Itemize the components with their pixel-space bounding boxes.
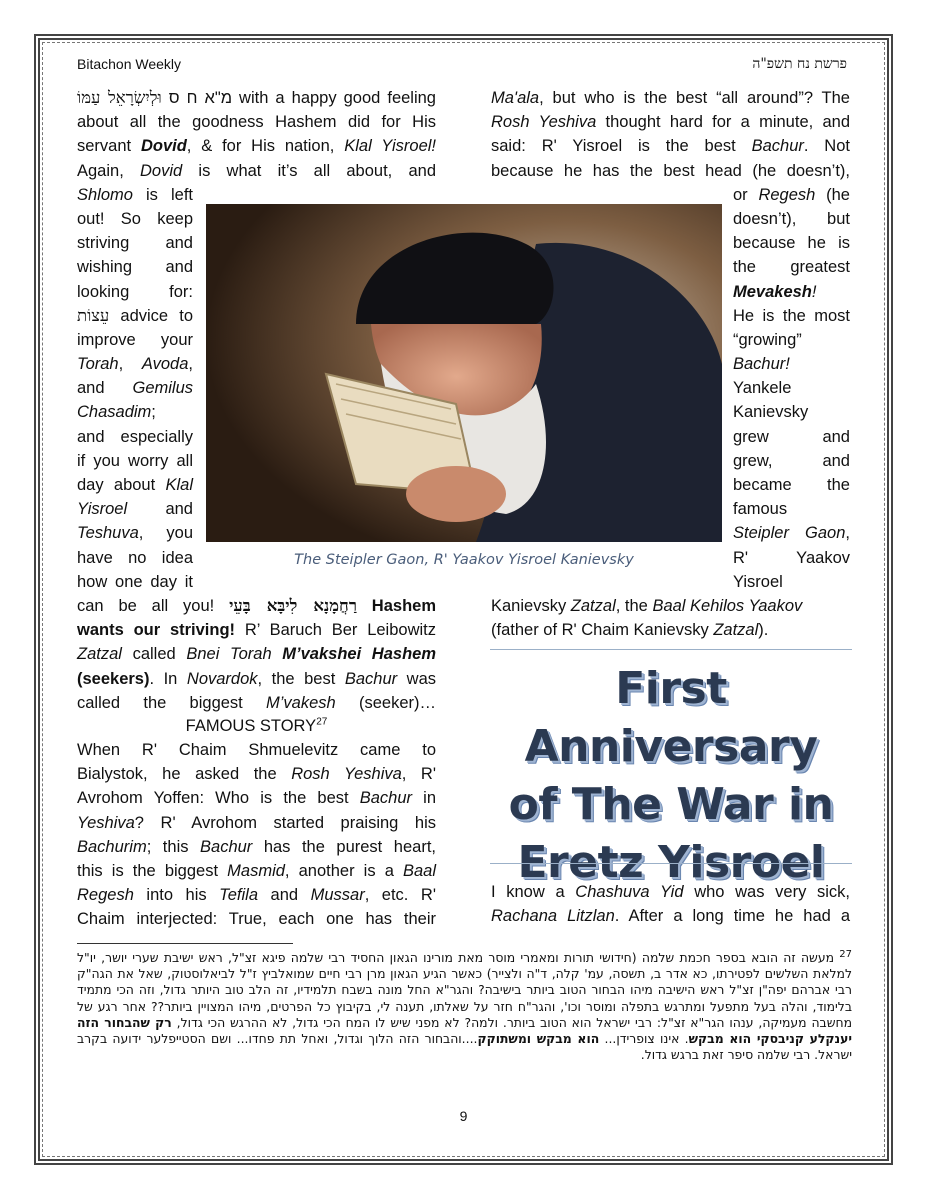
text-line — [733, 449, 850, 473]
text-segment: , the — [615, 597, 653, 615]
text-segment: , — [188, 355, 193, 374]
text-line — [77, 570, 193, 594]
text-line — [733, 376, 850, 400]
photo-illustration — [206, 204, 722, 542]
text-line — [77, 231, 193, 255]
text-segment: Bachur! — [733, 355, 790, 374]
text-segment: Masmid — [227, 861, 285, 880]
right-wrap-text — [733, 183, 850, 594]
text-segment: מ"א ח ס — [161, 89, 233, 107]
text-segment: how one day it — [77, 572, 193, 591]
text-line — [733, 183, 850, 207]
text-line — [77, 883, 436, 907]
text-segment: I know a — [491, 883, 576, 901]
text-segment: . In — [149, 669, 187, 688]
text-line — [491, 880, 850, 904]
text-line — [77, 691, 436, 715]
text-line — [77, 376, 193, 400]
headline-bottom-rule — [490, 863, 852, 864]
text-line — [733, 521, 850, 545]
text-segment: Dovid — [140, 161, 183, 180]
text-segment: ? R' Avrohom started praising his — [134, 813, 436, 832]
text-line — [77, 618, 436, 642]
text-line — [77, 449, 193, 473]
text-segment: Klal — [165, 476, 193, 495]
text-segment: Kanievsky — [491, 597, 571, 615]
text-segment: ). — [758, 621, 769, 640]
text-line — [491, 134, 850, 158]
text-line — [733, 425, 850, 449]
text-line — [77, 521, 193, 545]
text-segment: When R' Chaim Shmuelevitz came to — [77, 741, 436, 759]
text-segment: Bachurim — [77, 837, 147, 856]
text-segment: became the — [733, 476, 850, 495]
text-line — [77, 835, 436, 859]
text-segment: R’ Baruch Ber Leibowitz — [235, 621, 436, 640]
header-parsha: פרשת נח תשפ"ה — [752, 56, 847, 72]
text-segment: was — [397, 669, 436, 688]
text-segment: ; this — [146, 837, 201, 856]
text-segment: in — [412, 789, 437, 808]
text-segment: wants our striving! — [77, 621, 236, 640]
text-line — [77, 280, 193, 304]
text-segment: striving and — [77, 234, 193, 253]
header-publication: Bitachon Weekly — [77, 56, 182, 72]
text-line — [77, 400, 193, 424]
footnote-bold-1: רק שהבחור הזה יענקלע קניבסקי הוא מבקש — [77, 1014, 853, 1047]
text-line — [733, 304, 850, 328]
text-line — [491, 904, 850, 928]
famous-story-heading — [77, 714, 436, 738]
text-segment: . After a long time he had a — [614, 907, 850, 926]
text-line — [77, 786, 436, 810]
text-line — [77, 667, 436, 691]
headline — [490, 660, 852, 892]
text-segment: Tefila — [219, 886, 258, 905]
text-segment: Bachur — [344, 669, 398, 688]
footnote-bold-2: הוא מבקש ומשתוקק — [477, 1031, 600, 1047]
text-segment: , but who is the best “all around”? The — [539, 89, 850, 107]
text-line — [733, 280, 850, 304]
text-segment: about all the goodness Hashem did for His — [77, 113, 436, 132]
text-line — [77, 859, 436, 883]
text-segment: Torah — [77, 355, 119, 374]
text-segment: (he — [815, 185, 850, 204]
text-segment: Yeshiva — [77, 813, 135, 832]
text-segment: doesn’t), but — [733, 209, 850, 228]
text-segment: ; — [151, 403, 156, 422]
text-segment: because he is — [733, 234, 850, 253]
right-bottom-text — [491, 880, 850, 928]
right-after-text — [491, 594, 850, 642]
text-segment: , & for His nation, — [186, 137, 345, 156]
text-segment: Yisroel — [733, 572, 783, 591]
text-segment: wishing and — [77, 258, 193, 277]
text-segment: Novardok — [186, 669, 258, 688]
text-segment: Regesh — [758, 185, 816, 204]
text-segment: Ma'ala — [491, 89, 540, 107]
headline-top-rule — [490, 649, 852, 650]
text-line — [733, 473, 850, 497]
text-segment: Bialystok, he asked the — [77, 765, 292, 784]
text-line — [77, 304, 193, 328]
left-bottom-text — [77, 594, 436, 715]
text-segment: Zatzal — [713, 621, 759, 640]
text-segment: Bachur — [359, 789, 413, 808]
text-line — [77, 497, 193, 521]
text-line — [77, 762, 436, 786]
text-line — [77, 594, 436, 618]
text-segment: , — [118, 355, 142, 374]
text-line — [77, 183, 193, 207]
left-wrap-text — [77, 183, 193, 594]
text-segment: said: R' Yisroel is the best — [491, 137, 752, 156]
footnote-text-3: ....והבחור הזה הלוך וגדול, ואחל תת פחדו... ושם הסטייפלער ידועה בקרב ישראל. רבי שלמה סיפר זאת ברגש גדול. — [77, 1031, 852, 1063]
text-segment: Avrohom Yoffen: Who is the best — [77, 789, 360, 808]
text-segment: (seeker)… — [335, 693, 436, 712]
text-segment: (father of R' Chaim Kanievsky — [491, 621, 714, 640]
right-top-text — [491, 86, 850, 183]
text-segment: if you worry all — [77, 451, 193, 470]
text-segment: day about — [77, 476, 166, 495]
text-segment: thought hard for a minute, and — [596, 113, 850, 132]
text-segment: famous — [733, 500, 788, 519]
text-segment: R' Yaakov — [733, 548, 850, 567]
text-segment: Zatzal — [77, 645, 122, 664]
text-segment: can be all you! — [77, 597, 230, 615]
text-segment: , — [845, 524, 850, 543]
text-segment: servant — [77, 137, 141, 156]
text-segment: and especially — [77, 427, 193, 446]
text-segment: is what it’s all about, and — [182, 161, 436, 180]
text-segment: and — [258, 886, 311, 905]
footnote-rule — [77, 943, 293, 944]
text-segment: Shlomo — [77, 185, 133, 204]
text-segment: called the biggest — [77, 693, 267, 712]
famous-story-label: FAMOUS STORY — [185, 717, 317, 735]
text-segment: Mevakesh — [733, 282, 812, 301]
text-line — [491, 618, 850, 642]
text-segment: Yisroel — [77, 500, 128, 519]
text-segment: , etc. R' — [364, 886, 436, 905]
text-line — [77, 738, 436, 762]
text-line — [491, 159, 850, 183]
text-segment: “growing” — [733, 330, 802, 349]
text-line — [77, 86, 436, 110]
footnote-text-2: . אינו צופרידן... — [599, 1031, 689, 1047]
text-segment: and — [127, 500, 193, 519]
text-line — [491, 86, 850, 110]
headline-line-1: First Anniversary — [524, 663, 818, 772]
text-segment: Regesh — [77, 886, 134, 905]
text-segment: Rosh Yeshiva — [491, 113, 597, 132]
text-segment: M’vakesh — [266, 693, 336, 712]
text-segment: Again, — [77, 161, 140, 180]
text-segment: Kanievsky — [733, 403, 809, 422]
text-segment: Baal Kehilos Yaakov — [652, 597, 803, 615]
text-line — [77, 134, 436, 158]
text-segment: called — [121, 645, 187, 664]
text-line — [77, 328, 193, 352]
text-line — [77, 110, 436, 134]
text-segment: looking for: — [77, 282, 193, 301]
text-segment: this is the biggest — [77, 861, 228, 880]
text-segment: Avoda — [141, 355, 189, 374]
text-segment: grew, and — [733, 451, 850, 470]
text-line — [733, 570, 850, 594]
text-segment: because he has the best head (he doesn’t), — [491, 161, 850, 180]
text-line — [77, 907, 436, 931]
text-segment: Klal Yisroel! — [344, 137, 436, 156]
footnote-text: מעשה זה הובא בספר חכמת שלמה (חידושי תורות ומאמרי מוסר מאת מורינו הגאון החסיד רבי שלמה פיגא זצ"ל, ראש ישיבת שערי יושר, יו"ל למלאת השלשים לפטירתו, כא אדר ב, תשסה, עמ' קלה, ד"ה ולצייר) כאשר הגיע הגאון מרן רבי חיים שמואלביץ ז"ל לביאלוסטוק, שאל את הגה"ק רבי אברהם יפה"ן זצ"ל ראש הישיבה מיהו הבחור הטוב ביותר בישיבה? והגר"א החל מונה בשבח תלמידיו, זה הלב טוב היותר גדול, וזה הכי מתמיד בלימוד, והלה בעל מתפעל ומתרגש בתפלה ומוסר וכו', והגר"ח חזר על שאלתו, תענה לי, בקיבוץ כל הפרטים, מיהו המצויין ביותר?? אחר רגע של מחשבה מעמיקה, ענהו הגר"א זצ"ל: רבי ישראל הוא הטוב ביותר. ולמה? לא מפני שיש לו המח הכי גדול, לא ההרגש הכי גדול, — [77, 950, 852, 1030]
photo-caption: The Steipler Gaon, R' Yaakov Yisroel Kanievsky — [294, 552, 634, 568]
text-line — [733, 546, 850, 570]
text-segment: Steipler Gaon — [733, 524, 846, 543]
text-line — [77, 811, 436, 835]
text-segment: ! — [811, 282, 817, 301]
text-segment: grew and — [733, 427, 850, 446]
page-number: 9 — [459, 1108, 468, 1124]
text-segment: , another is a — [284, 861, 403, 880]
text-segment: וּלְיִשְׂרָאֵל עַמּוֹ — [77, 88, 162, 107]
text-line — [77, 473, 193, 497]
footnote-ref: 27 — [316, 716, 328, 728]
text-segment: the greatest — [733, 258, 850, 277]
text-line — [733, 231, 850, 255]
steipler-photo — [206, 204, 722, 542]
text-line — [491, 594, 850, 618]
text-line — [77, 255, 193, 279]
text-segment: Mussar — [310, 886, 365, 905]
text-line — [733, 207, 850, 231]
text-segment: Gemilus — [132, 379, 193, 398]
text-segment: Teshuva — [77, 524, 139, 543]
text-segment: . Not — [803, 137, 850, 156]
text-segment: who was very sick, — [683, 883, 850, 901]
text-segment: Chasadim — [77, 403, 152, 422]
text-line — [77, 546, 193, 570]
footnote — [77, 950, 852, 1063]
text-segment: , R' — [401, 765, 436, 784]
text-segment: or — [733, 185, 759, 204]
footnote-number: 27 — [839, 948, 852, 960]
text-segment: Yankele — [733, 379, 792, 398]
text-line — [77, 159, 436, 183]
text-segment: improve your — [77, 330, 193, 349]
text-line — [733, 352, 850, 376]
text-segment: Dovid — [140, 137, 187, 156]
text-segment: Baal — [402, 861, 436, 880]
text-segment: into his — [133, 886, 220, 905]
text-line — [733, 400, 850, 424]
text-segment: , the best — [257, 669, 345, 688]
text-line — [77, 352, 193, 376]
text-segment: is left — [132, 185, 193, 204]
text-segment: He is the most — [733, 306, 850, 325]
text-segment: and — [77, 379, 133, 398]
text-line — [733, 328, 850, 352]
text-segment: Bnei Torah — [186, 645, 283, 664]
headline-line-2: of The War in — [508, 779, 834, 830]
text-segment: advice to — [109, 306, 193, 325]
left-story-text — [77, 738, 436, 932]
left-top-text — [77, 86, 436, 183]
text-segment: , you — [138, 524, 193, 543]
text-segment: M’vakshei Hashem — [282, 645, 437, 664]
text-segment: with a happy good feeling — [232, 89, 436, 107]
text-segment: out! So keep — [77, 209, 193, 228]
text-segment: Chaim interjected: True, each one has their — [77, 910, 436, 929]
text-line — [733, 497, 850, 521]
text-line — [77, 642, 436, 666]
text-segment: has the purest heart, — [252, 837, 436, 856]
text-line — [733, 255, 850, 279]
headline-line-3: Eretz Yisroel — [517, 837, 825, 888]
text-segment: רַחֲמָנָא לִיבָּא בָּעֵי — [229, 596, 357, 615]
text-segment: (seekers) — [77, 669, 150, 688]
text-line — [491, 110, 850, 134]
text-segment: Bachur — [751, 137, 804, 156]
text-line — [77, 425, 193, 449]
text-segment: עֵצוֹת — [77, 305, 110, 325]
text-segment: Zatzal — [570, 597, 616, 615]
text-segment: have no idea — [77, 548, 193, 567]
text-segment: Chashuva Yid — [575, 883, 684, 901]
text-line — [77, 207, 193, 231]
text-segment: Bachur — [200, 837, 253, 856]
text-segment: Rosh Yeshiva — [291, 765, 402, 784]
text-segment: Rachana Litzlan — [491, 907, 615, 926]
text-segment: Hashem — [356, 597, 436, 615]
